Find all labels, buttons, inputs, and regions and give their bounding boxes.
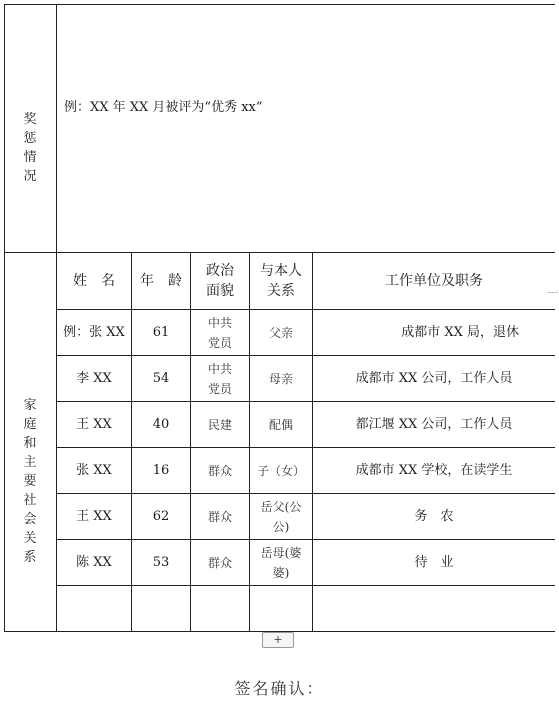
table-border-top: [4, 4, 555, 5]
table-row-1-political[interactable]: 中共党员: [207, 315, 232, 350]
header-age: 年 龄: [140, 273, 182, 289]
table-row-7-age[interactable]: [132, 586, 190, 631]
table-row-5-age[interactable]: 62: [152, 508, 170, 524]
table-row-2-relation[interactable]: 母亲: [268, 371, 293, 386]
table-row-4-relation[interactable]: 子（女）: [256, 463, 305, 478]
table-row-5-name[interactable]: 王 XX: [76, 508, 112, 524]
table-row-6-political[interactable]: 群众: [207, 555, 232, 570]
table-row-4-work[interactable]: 成都市 XX 学校，在读学生: [355, 462, 513, 478]
table-border-left: [4, 4, 5, 632]
table-row-6-name[interactable]: 陈 XX: [76, 554, 112, 570]
table-row-1-age[interactable]: 61: [152, 324, 170, 340]
table-row-3-age[interactable]: 40: [152, 416, 170, 432]
table-row-6-relation[interactable]: 岳母(婆婆): [260, 545, 302, 580]
awards-label: 奖惩情况: [23, 112, 37, 184]
table-row-5-work[interactable]: 务 农: [414, 508, 454, 524]
table-row-3-name[interactable]: 王 XX: [76, 416, 112, 432]
awards-text[interactable]: 例：XX 年 XX 月被评为“优秀 xx”: [64, 100, 263, 115]
table-row-2-work[interactable]: 成都市 XX 公司，工作人员: [355, 370, 513, 386]
table-row-6-work[interactable]: 待 业: [414, 554, 454, 570]
table-row-2-age[interactable]: 54: [152, 370, 170, 386]
table-row-1-work[interactable]: 成都市 XX 局，退休: [401, 324, 519, 340]
header-relation: 与本人关系: [260, 263, 302, 299]
table-row-6-age[interactable]: 53: [152, 554, 170, 570]
table-row-1-name[interactable]: 例：张 XX: [63, 324, 125, 340]
table-row-7-relation[interactable]: [250, 586, 312, 631]
add-row-button[interactable]: +: [262, 632, 294, 648]
table-row-7-political[interactable]: [191, 586, 249, 631]
table-row-5-relation[interactable]: 岳父(公公): [260, 499, 302, 534]
family-label: 家庭和主要社会关系: [23, 398, 37, 565]
table-row-2-name[interactable]: 李 XX: [76, 370, 112, 386]
table-row-7-work[interactable]: [313, 586, 555, 631]
table-row-5-political[interactable]: 群众: [207, 509, 232, 524]
header-political: 政治面貌: [206, 263, 234, 299]
table-row-4-political[interactable]: 群众: [207, 463, 232, 478]
signature-label: 签名确认：: [234, 679, 325, 698]
table-row-2-political[interactable]: 中共党员: [207, 361, 232, 396]
header-name: 姓 名: [73, 273, 115, 289]
table-row-3-work[interactable]: 都江堰 XX 公司，工作人员: [355, 416, 513, 432]
header-work: 工作单位及职务: [385, 273, 483, 289]
column-resize-marker: [548, 292, 558, 303]
table-row-4-name[interactable]: 张 XX: [76, 462, 112, 478]
table-row-7-name[interactable]: [57, 586, 131, 631]
table-row-3-political[interactable]: 民建: [207, 417, 232, 432]
table-row-1-relation[interactable]: 父亲: [268, 325, 293, 340]
table-row-4-age[interactable]: 16: [152, 462, 170, 478]
table-row-3-relation[interactable]: 配偶: [268, 417, 293, 432]
